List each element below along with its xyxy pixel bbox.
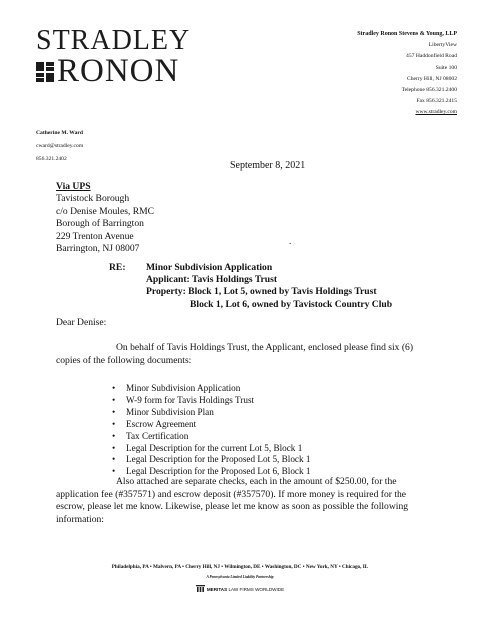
firm-street: 457 Haddonfield Road	[406, 53, 457, 60]
body-paragraph-1	[56, 342, 436, 367]
author-name: Catherine M. Ward	[36, 130, 83, 136]
footer-partnership: A Pennsylvania Limited Liability Partnership	[206, 575, 274, 579]
firm-website-link[interactable]: www.stradley.com	[415, 109, 457, 116]
paragraph-line: application fee (#357571) and escrow deposit (#357570). If more money is required for the	[56, 488, 407, 500]
logo-line-1: STRADLEY	[36, 25, 191, 56]
address-line: Borough of Barrington	[56, 218, 144, 230]
list-item: • Legal Description for the current Lot 5, Block 1	[112, 443, 310, 455]
address-line: Barrington, NJ 08007	[56, 243, 140, 255]
paragraph-line: copies of the following documents:	[56, 354, 192, 366]
re-line: Minor Subdivision Application	[146, 262, 273, 273]
paragraph-line: information:	[56, 513, 104, 525]
paragraph-line: escrow, please let me know. Likewise, please let me know as soon as possible the following	[56, 501, 409, 513]
recipient-address	[56, 181, 154, 255]
re-line: Block 1, Lot 6, owned by Tavistock Country Club	[190, 298, 393, 310]
author-email: cward@stradley.com	[36, 143, 84, 149]
re-subject-block	[146, 262, 392, 311]
list-item: • Legal Description for the Proposed Lot 5, Block 1	[112, 454, 310, 466]
salutation: Dear Denise:	[56, 317, 107, 328]
address-line: c/o Denise Moules, RMC	[56, 205, 155, 217]
firm-fax: Fax 856.321.2415	[416, 98, 457, 105]
list-item: • Legal Description for the Proposed Lot 6, Block 1	[112, 466, 310, 478]
firm-logo	[36, 26, 190, 88]
meritas-badge	[0, 585, 480, 592]
paragraph-line: On behalf of Tavis Holdings Trust, the Applicant, enclosed please find six (6)	[116, 342, 414, 353]
list-item: • Escrow Agreement	[112, 419, 310, 431]
author-phone: 856.321.2402	[36, 156, 67, 162]
firm-suite: Suite 100	[435, 64, 457, 71]
stray-mark: .	[289, 236, 292, 246]
address-line: 229 Trenton Avenue	[56, 230, 134, 242]
meritas-name: MERITAS	[206, 587, 228, 592]
list-item: • Tax Certification	[112, 431, 310, 443]
firm-name: Stradley Ronon Stevens & Young, LLP	[357, 31, 457, 37]
list-item: • W-9 form for Tavis Holdings Trust	[112, 395, 310, 407]
meritas-tagline: LAW FIRMS WORLDWIDE	[227, 587, 285, 592]
delivery-method: Via UPS	[56, 181, 91, 192]
firm-city: Cherry Hill, NJ 08002	[406, 75, 457, 82]
logo-line-2: RONON	[57, 53, 180, 89]
firm-address-block	[357, 29, 457, 119]
enclosed-documents-list	[112, 383, 310, 478]
paragraph-line: Also attached are separate checks, each in the amount of $250.00, for the	[116, 476, 397, 487]
list-item: • Minor Subdivision Application	[112, 383, 310, 395]
firm-phone: Telephone 856.321.2400	[401, 87, 457, 94]
firm-building: LibertyView	[428, 42, 457, 49]
re-line: Applicant: Tavis Holdings Trust	[146, 274, 278, 286]
meritas-logo-icon	[196, 585, 205, 592]
footer-offices: Philadelphia, PA • Malvern, PA • Cherry Hill, NJ • Wilmington, DE • Washington, DC • New York, NY • Chicago, IL	[111, 564, 369, 570]
re-label: RE:	[109, 262, 126, 273]
re-line: Property: Block 1, Lot 5, owned by Tavis Holdings Trust	[146, 286, 377, 298]
author-block	[36, 127, 83, 166]
body-paragraph-2	[56, 476, 440, 526]
address-line: Tavistock Borough	[56, 193, 130, 205]
list-item: • Minor Subdivision Plan	[112, 407, 310, 419]
letter-date: September 8, 2021	[230, 160, 306, 171]
logo-mark-icon	[36, 61, 55, 83]
